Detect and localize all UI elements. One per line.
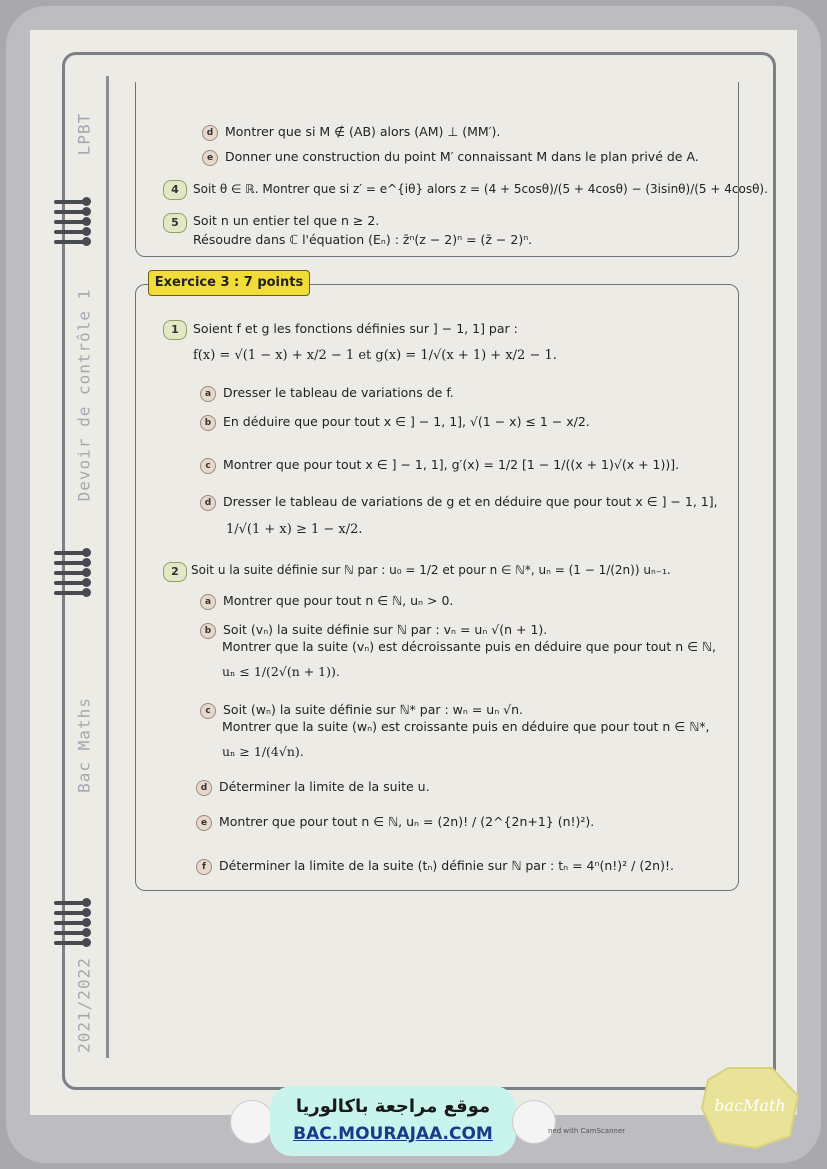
item-letter: b xyxy=(200,623,216,639)
item-letter: d xyxy=(200,495,216,511)
q2f-text: Déterminer la limite de la suite (tₙ) définie sur ℕ par : tₙ = 4ⁿ(n!)² / (2n)!. xyxy=(219,858,674,873)
question-number: 1 xyxy=(163,320,187,340)
q1b-text: En déduire que pour tout x ∈ ] − 1, 1], √(1 − x) ≤ 1 − x/2. xyxy=(223,414,590,429)
q2c-text-2: Montrer que la suite (wₙ) est croissante puis en déduire que pour tout n ∈ ℕ*, xyxy=(222,719,710,734)
site-logo-icon xyxy=(512,1100,556,1144)
exercise-3-box xyxy=(135,284,739,891)
q1d-text-2: 1/√(1 + x) ≥ 1 − x/2. xyxy=(226,522,363,537)
item-letter: a xyxy=(200,386,216,402)
q2a-text: Montrer que pour tout n ∈ ℕ, uₙ > 0. xyxy=(223,593,454,608)
binder-rings-top xyxy=(54,197,94,247)
q2b-text-3: uₙ ≤ 1/(2√(n + 1)). xyxy=(222,664,340,679)
item-letter: e xyxy=(202,150,218,166)
q2b-text-2: Montrer que la suite (vₙ) est décroissante puis en déduire que pour tout n ∈ ℕ, xyxy=(222,639,716,654)
binder-rings-middle xyxy=(54,548,94,598)
scanner-watermark: ned with CamScanner xyxy=(548,1127,626,1135)
footer-url-link[interactable]: BAC.MOURAJAA.COM xyxy=(293,1124,493,1144)
question-number: 5 xyxy=(163,213,187,233)
q2e-text: Montrer que pour tout n ∈ ℕ, uₙ = (2n)! / (2^{2n+1} (n!)²). xyxy=(219,814,595,829)
question-5-line2: Résoudre dans ℂ l'équation (Eₙ) : z̄ⁿ(z − 2)ⁿ = (z̄ − 2)ⁿ. xyxy=(193,232,533,247)
binder-rings-bottom xyxy=(54,898,94,948)
item-letter: c xyxy=(200,458,216,474)
question-number: 4 xyxy=(163,180,187,200)
item-letter: e xyxy=(196,815,212,831)
badge-text: bacMath xyxy=(714,1096,786,1115)
q1-line1: Soient f et g les fonctions définies sur ] − 1, 1] par : xyxy=(193,321,518,336)
item-letter: d xyxy=(196,780,212,796)
site-logo-icon xyxy=(230,1100,274,1144)
question-2d-text: Montrer que si M ∉ (AB) alors (AM) ⊥ (MM′). xyxy=(225,124,501,139)
question-5-line1: Soit n un entier tel que n ≥ 2. xyxy=(193,213,380,228)
item-letter: c xyxy=(200,703,216,719)
item-letter: b xyxy=(200,415,216,431)
side-year: 2021/2022 xyxy=(74,957,94,1053)
question-2e-text: Donner une construction du point M′ connaissant M dans le plan privé de A. xyxy=(225,149,699,164)
item-letter: a xyxy=(200,594,216,610)
margin-line xyxy=(106,76,109,1058)
item-letter: f xyxy=(196,859,212,875)
side-exam-title: Devoir de contrôle 1 xyxy=(74,288,94,502)
item-letter: d xyxy=(202,125,218,141)
footer-arabic-title: موقع مراجعة باكالوريا xyxy=(295,1096,491,1117)
q1a-text: Dresser le tableau de variations de f. xyxy=(223,385,454,400)
bacmath-badge xyxy=(700,1066,800,1150)
q2b-text: Soit (vₙ) la suite définie sur ℕ par : vₙ = uₙ √(n + 1). xyxy=(223,622,548,637)
exercise-2-continued-box xyxy=(135,82,739,257)
q2-line1: Soit u la suite définie sur ℕ par : u₀ = 1/2 et pour n ∈ ℕ*, uₙ = (1 − 1/(2n)) uₙ₋₁. xyxy=(191,563,671,577)
side-school: LPBT xyxy=(74,112,94,156)
q2d-text: Déterminer la limite de la suite u. xyxy=(219,779,430,794)
q1c-text: Montrer que pour tout x ∈ ] − 1, 1], g′(x) = 1/2 [1 − 1/((x + 1)√(x + 1))]. xyxy=(223,457,680,472)
question-number: 2 xyxy=(163,562,187,582)
side-subject: Bac Maths xyxy=(74,697,94,793)
q2c-text: Soit (wₙ) la suite définie sur ℕ* par : wₙ = uₙ √n. xyxy=(223,702,524,717)
q1d-text: Dresser le tableau de variations de g et en déduire que pour tout x ∈ ] − 1, 1], xyxy=(223,494,718,509)
footer-banner[interactable] xyxy=(270,1086,516,1156)
q2c-text-3: uₙ ≥ 1/(4√n). xyxy=(222,744,304,759)
question-4-text: Soit θ ∈ ℝ. Montrer que si z′ = e^{iθ} alors z = (4 + 5cosθ)/(5 + 4cosθ) − (3isinθ)/(5 + 4cosθ). xyxy=(193,182,768,196)
q1-line2: f(x) = √(1 − x) + x/2 − 1 et g(x) = 1/√(x + 1) + x/2 − 1. xyxy=(193,348,557,363)
exercise-3-title: Exercice 3 : 7 points xyxy=(148,270,310,296)
